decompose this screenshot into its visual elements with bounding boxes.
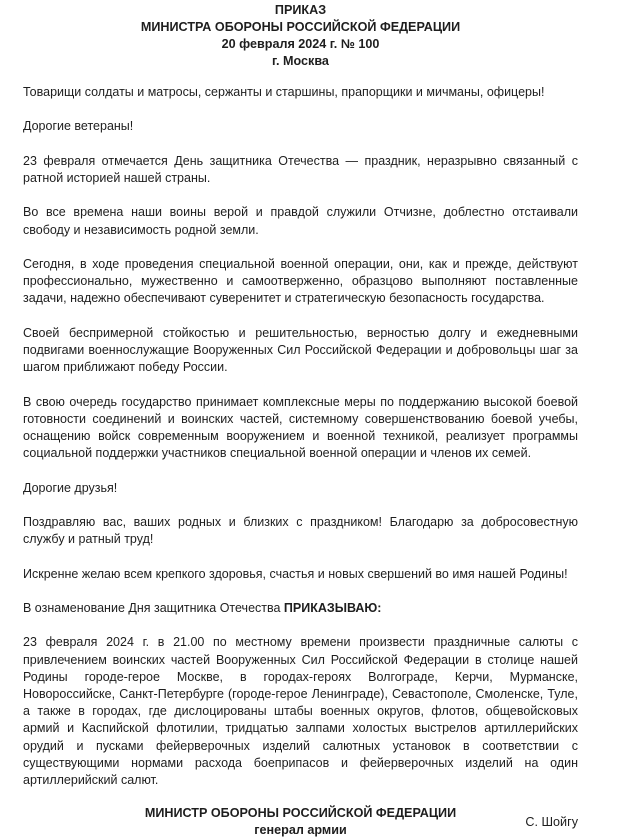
document-issuer: МИНИСТРА ОБОРОНЫ РОССИЙСКОЙ ФЕДЕРАЦИИ — [140, 20, 461, 34]
address-friends: Дорогие друзья! — [23, 480, 118, 495]
document-city: г. Москва — [272, 54, 329, 68]
order-intro — [23, 600, 578, 617]
paragraph-history: Во все времена наши воины верой и правдой служили Отчизне, доблестно отстаивали свободу и независимость родной земли. — [23, 205, 578, 237]
signature-block — [23, 805, 578, 839]
document-body — [23, 84, 578, 789]
order-text: 23 февраля 2024 г. в 21.00 по местному времени произвести праздничные салюты с привлечением воинских частей Вооруженных Сил Российской Федерации в столице нашей Родины городе-герое Москве, в городах-героях Волгограде, Керчи, Мурманске, Новороссийске, Санкт-Петербурге (городе-герое Ленинграде), Севастополе, Смоленске, Туле, а также в городах, где дислоцированы штабы военных округов, флотов, общевойсковых армий и Каспийской флотилии, тридцатью залпами холостых выстрелов артиллерийских орудий и пусками фейерверочных изделий салютных установок в соответствии с существующими нормами расхода боеприпасов и фейерверочных изделий на один артиллерийский салют. — [23, 635, 578, 787]
signature-rank: генерал армии — [254, 823, 347, 838]
paragraph-operation: Сегодня, в ходе проведения специальной военной операции, они, как и прежде, действуют профессионально, мужественно и самоотверженно, образцово выполняют поставленные задачи, надежно обеспечивают суверенитет и стратегическую безопасность государства. — [23, 256, 578, 306]
order-intro-text: В ознаменование Дня защитника Отечества — [23, 600, 284, 615]
signature-title: МИНИСТР ОБОРОНЫ РОССИЙСКОЙ ФЕДЕРАЦИИ — [144, 806, 457, 821]
signer-name: С. Шойгу — [525, 815, 578, 829]
paragraph-holiday: 23 февраля отмечается День защитника Отечества — праздник, неразрывно связанный с ратной историей нашей страны. — [23, 153, 578, 185]
order-emphasis: ПРИКАЗЫВАЮ: — [283, 600, 382, 615]
address-servicemen: Товарищи солдаты и матросы, сержанты и старшины, прапорщики и мичманы, офицеры! — [23, 85, 545, 99]
document-date-number: 20 февраля 2024 г. № 100 — [221, 37, 380, 51]
paragraph-resilience: Своей беспримерной стойкостью и решительностью, верностью долгу и ежедневными подвигами военнослужащие Вооруженных Сил Российской Федерации и добровольцы шаг за шагом приближают победу России. — [23, 325, 578, 375]
document-header — [23, 0, 578, 70]
address-veterans: Дорогие ветераны! — [23, 119, 134, 134]
paragraph-wishes: Искренне желаю всем крепкого здоровья, счастья и новых свершений во имя нашей Родины! — [23, 566, 568, 581]
document-type: ПРИКАЗ — [274, 3, 327, 17]
paragraph-state-measures: В свою очередь государство принимает комплексные меры по поддержанию высокой боевой готовности соединений и воинских частей, системному совершенствованию боевой учебы, оснащению войск современным вооружением и военной техникой, реализует программы социальной поддержки участников специальной военной операции и членов их семей. — [23, 394, 578, 461]
paragraph-congratulations: Поздравляю вас, ваших родных и близких с праздником! Благодарю за добросовестную службу и ратный труд! — [23, 514, 578, 547]
